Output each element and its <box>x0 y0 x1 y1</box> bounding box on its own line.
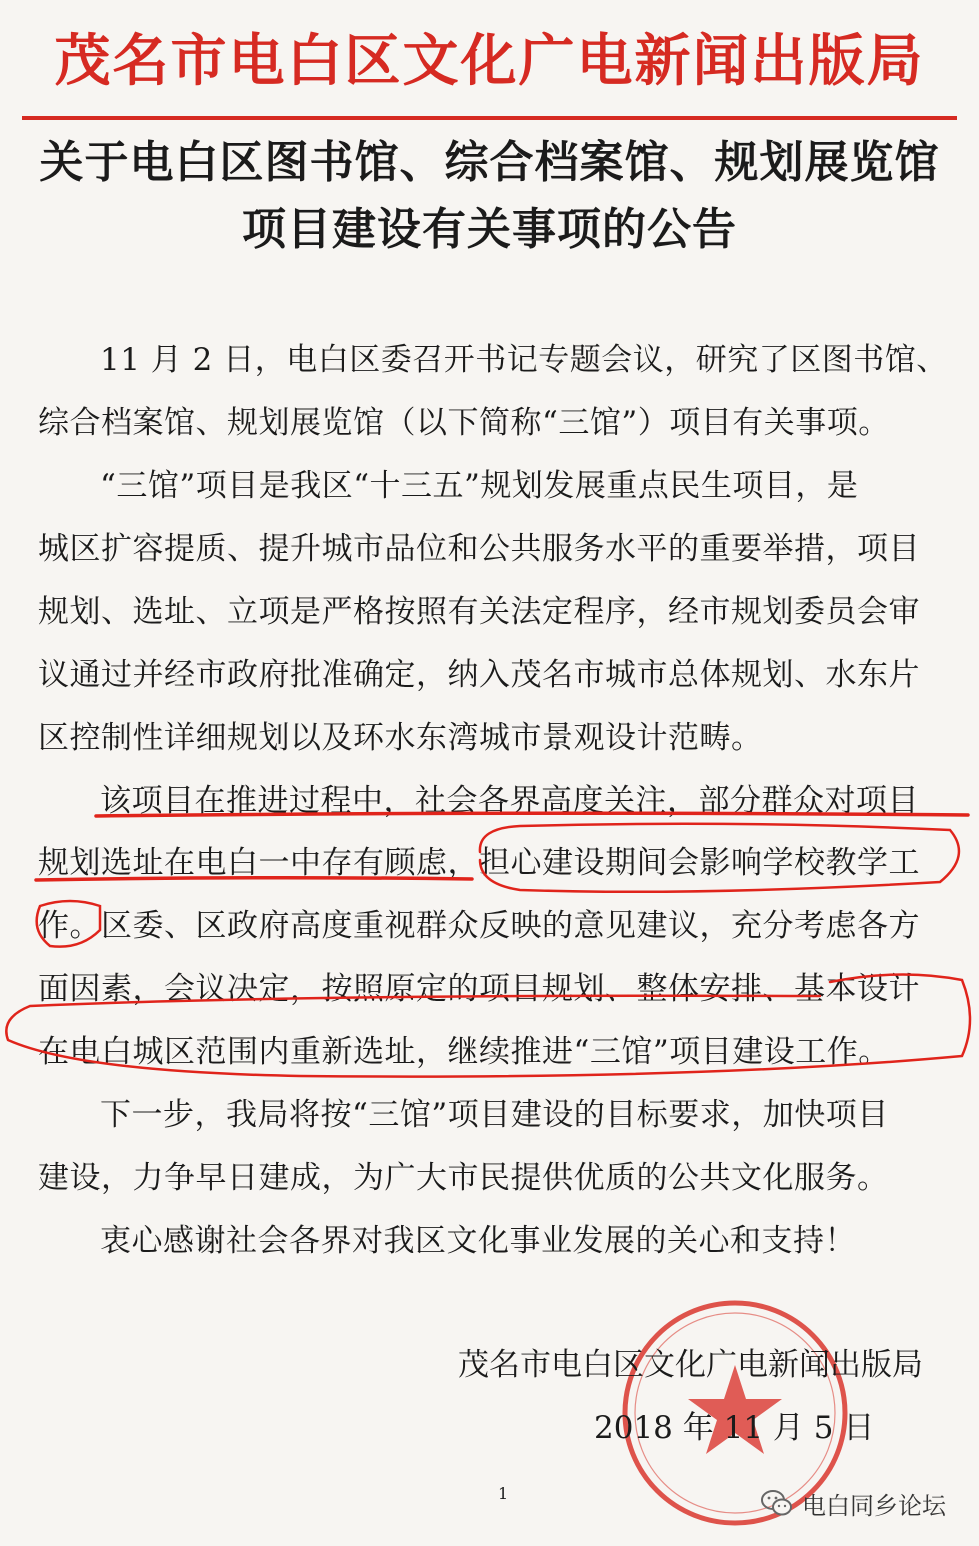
signature-date: 2018 年 11 月 5 日 <box>594 1410 875 1446</box>
body-line: 城区扩容提质、提升城市品位和公共服务水平的重要举措，项目 <box>38 531 920 567</box>
body-line: 下一步，我局将按“三馆”项目建设的目标要求，加快项目 <box>100 1097 889 1133</box>
body-line: 在电白城区范围内重新选址，继续推进“三馆”项目建设工作。 <box>38 1034 890 1070</box>
notice-title-line-2: 项目建设有关事项的公告 <box>242 204 737 255</box>
body-line: 11 月 2 日，电白区委召开书记专题会议，研究了区图书馆、 <box>100 342 948 378</box>
body-line: 建设，力争早日建成，为广大市民提供优质的公共文化服务。 <box>38 1160 889 1196</box>
source-watermark <box>760 1485 946 1521</box>
body-line: 规划、选址、立项是严格按照有关法定程序，经市规划委员会审 <box>38 594 920 630</box>
body-line: “三馆”项目是我区“十三五”规划发展重点民生项目，是 <box>100 468 859 504</box>
notice-title-line-1: 关于电白区图书馆、综合档案馆、规划展览馆 <box>39 137 940 188</box>
body-line: 衷心感谢社会各界对我区文化事业发展的关心和支持！ <box>100 1223 856 1259</box>
letterhead-red-rule <box>22 116 957 120</box>
body-line: 区控制性详细规划以及环水东湾城市景观设计范畴。 <box>38 720 763 756</box>
letterhead-org-name: 茂名市电白区文化广电新闻出版局 <box>54 29 925 94</box>
body-line: 该项目在推进过程中，社会各界高度关注，部分群众对项目 <box>100 783 919 819</box>
body-line: 面因素，会议决定，按照原定的项目规划、整体安排、基本设计 <box>38 971 920 1007</box>
body-line: 议通过并经市政府批准确定，纳入茂名市城市总体规划、水东片 <box>38 657 920 693</box>
body-line: 综合档案馆、规划展览馆（以下简称“三馆”）项目有关事项。 <box>38 405 890 441</box>
body-line: 规划选址在电白一中存有顾虑，担心建设期间会影响学校教学工 <box>38 845 920 881</box>
signature-org-name: 茂名市电白区文化广电新闻出版局 <box>458 1347 923 1383</box>
body-line: 作。区委、区政府高度重视群众反映的意见建议，充分考虑各方 <box>38 908 920 944</box>
wechat-icon <box>760 1488 794 1518</box>
watermark-label: 电白同乡论坛 <box>802 1491 946 1520</box>
page-number: 1 <box>498 1484 509 1503</box>
